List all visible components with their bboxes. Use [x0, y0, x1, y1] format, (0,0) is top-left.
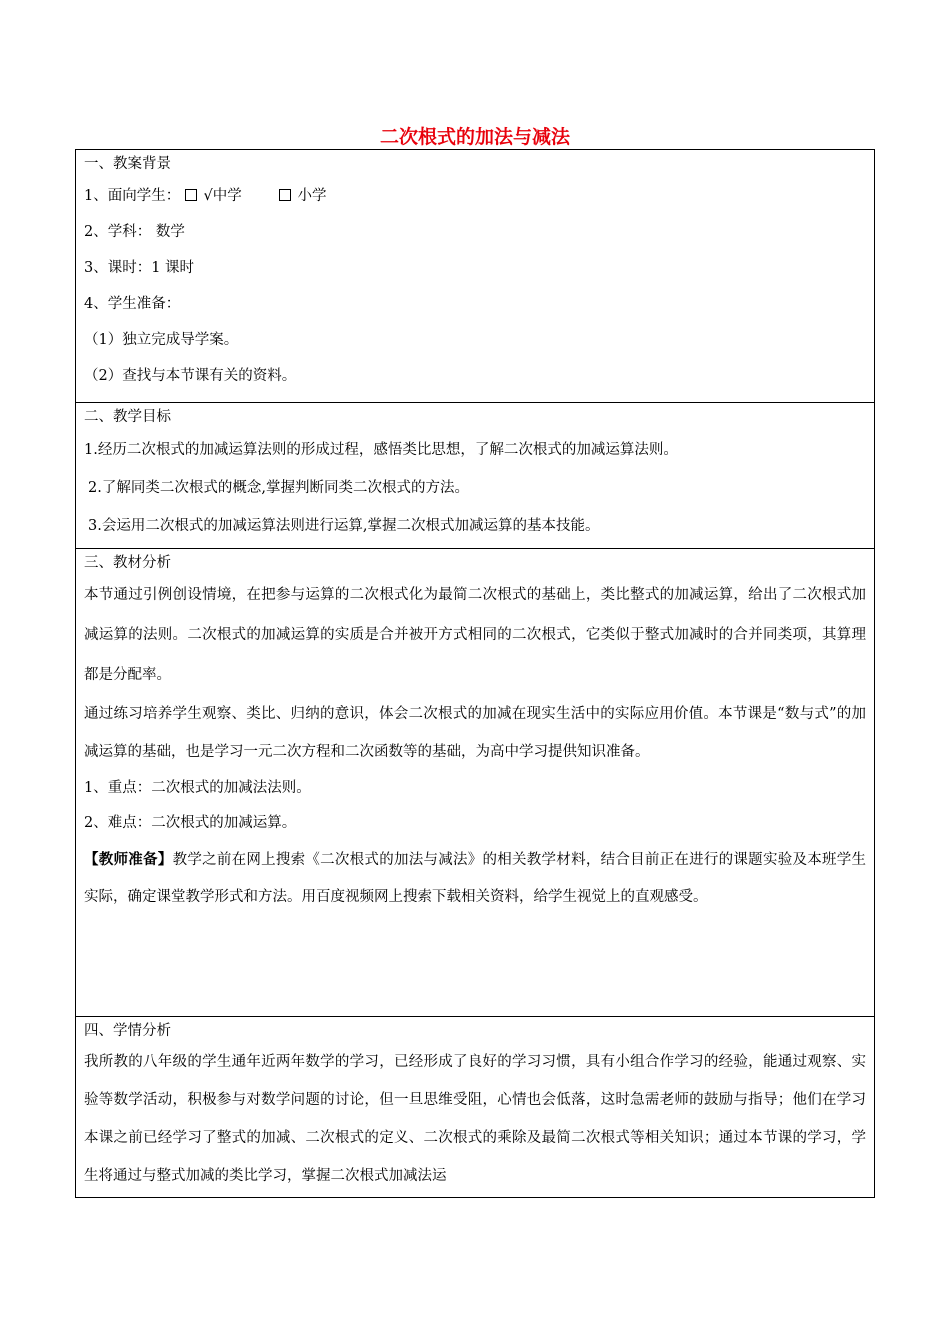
option-middle-school: √中学: [203, 188, 242, 204]
section-heading: 二、教学目标: [84, 409, 171, 425]
objective-item: 2.了解同类二次根式的概念,掌握判断同类二次根式的方法。: [88, 480, 469, 496]
checkbox-icon: [185, 189, 197, 201]
difficult-point: 2、难点：二次根式的加减运算。: [84, 815, 297, 831]
objective-item: 3.会运用二次根式的加减运算法则进行运算,掌握二次根式加减运算的基本技能。: [88, 518, 600, 534]
teacher-prep-label: 【教师准备】: [84, 851, 173, 868]
key-point: 1、重点：二次根式的加减法法则。: [84, 780, 311, 796]
subject-line: 2、学科： 数学: [84, 224, 185, 240]
section-objectives: [76, 403, 874, 549]
teacher-prep-paragraph: [84, 841, 866, 916]
analysis-paragraph: 本节通过引例创设情境，在把参与运算的二次根式化为最简二次根式的基础上，类比整式的加减运算，给出了二次根式加减运算的法则。二次根式的加减运算的实质是合并被开方式相同的二次根式，它类似于整式加减时的合并同类项，其算理都是分配率。: [84, 587, 866, 683]
section-heading: 三、教材分析: [84, 555, 171, 571]
student-prep-item: （2）查找与本节课有关的资料。: [84, 368, 297, 384]
section-background: [76, 150, 874, 403]
section-heading: 四、学情分析: [84, 1023, 171, 1039]
section-student-analysis: [76, 1017, 874, 1197]
option-primary-school: 小学: [297, 188, 327, 204]
analysis-paragraph: 通过练习培养学生观察、类比、归纳的意识，体会二次根式的加减在现实生活中的实际应用价值。本节课是“数与式”的加减运算的基础，也是学习一元二次方程和二次函数等的基础，为高中学习提供知识准备。: [84, 706, 866, 760]
teacher-prep-text: 教学之前在网上搜索《二次根式的加法与减法》的相关教学材料，结合目前正在进行的课题实验及本班学生实际，确定课堂教学形式和方法。用百度视频网上搜索下载相关资料，给学生视觉上的直观感受。: [84, 852, 867, 905]
checkbox-icon: [279, 189, 291, 201]
section-heading: 一、教案背景: [84, 156, 171, 172]
target-students-line: [84, 178, 866, 214]
section-material-analysis: [76, 549, 874, 1017]
document-title: 二次根式的加法与减法: [379, 126, 570, 148]
target-students-label: 1、面向学生：: [84, 188, 181, 204]
lesson-plan-table: [75, 149, 875, 1198]
student-analysis-paragraph: 我所教的八年级的学生通年近两年数学的学习，已经形成了良好的学习习惯，具有小组合作学习的经验，能通过观察、实验等数学活动，积极参与对数学问题的讨论，但一旦思维受阻，心情也会低落，这时急需老师的鼓励与指导；他们在学习本课之前已经学习了整式的加减、二次根式的定义、二次根式的乘除及最简二次根式等相关知识；通过本节课的学习，学生将通过与整式加减的类比学习，掌握二次根式加减法运: [84, 1054, 866, 1184]
student-prep-line: 4、学生准备：: [84, 296, 181, 312]
objective-item: 1.经历二次根式的加减运算法则的形成过程，感悟类比思想，了解二次根式的加减运算法则。: [84, 442, 678, 458]
hours-line: 3、课时：1 课时: [84, 260, 195, 276]
student-prep-item: （1）独立完成导学案。: [84, 332, 239, 348]
